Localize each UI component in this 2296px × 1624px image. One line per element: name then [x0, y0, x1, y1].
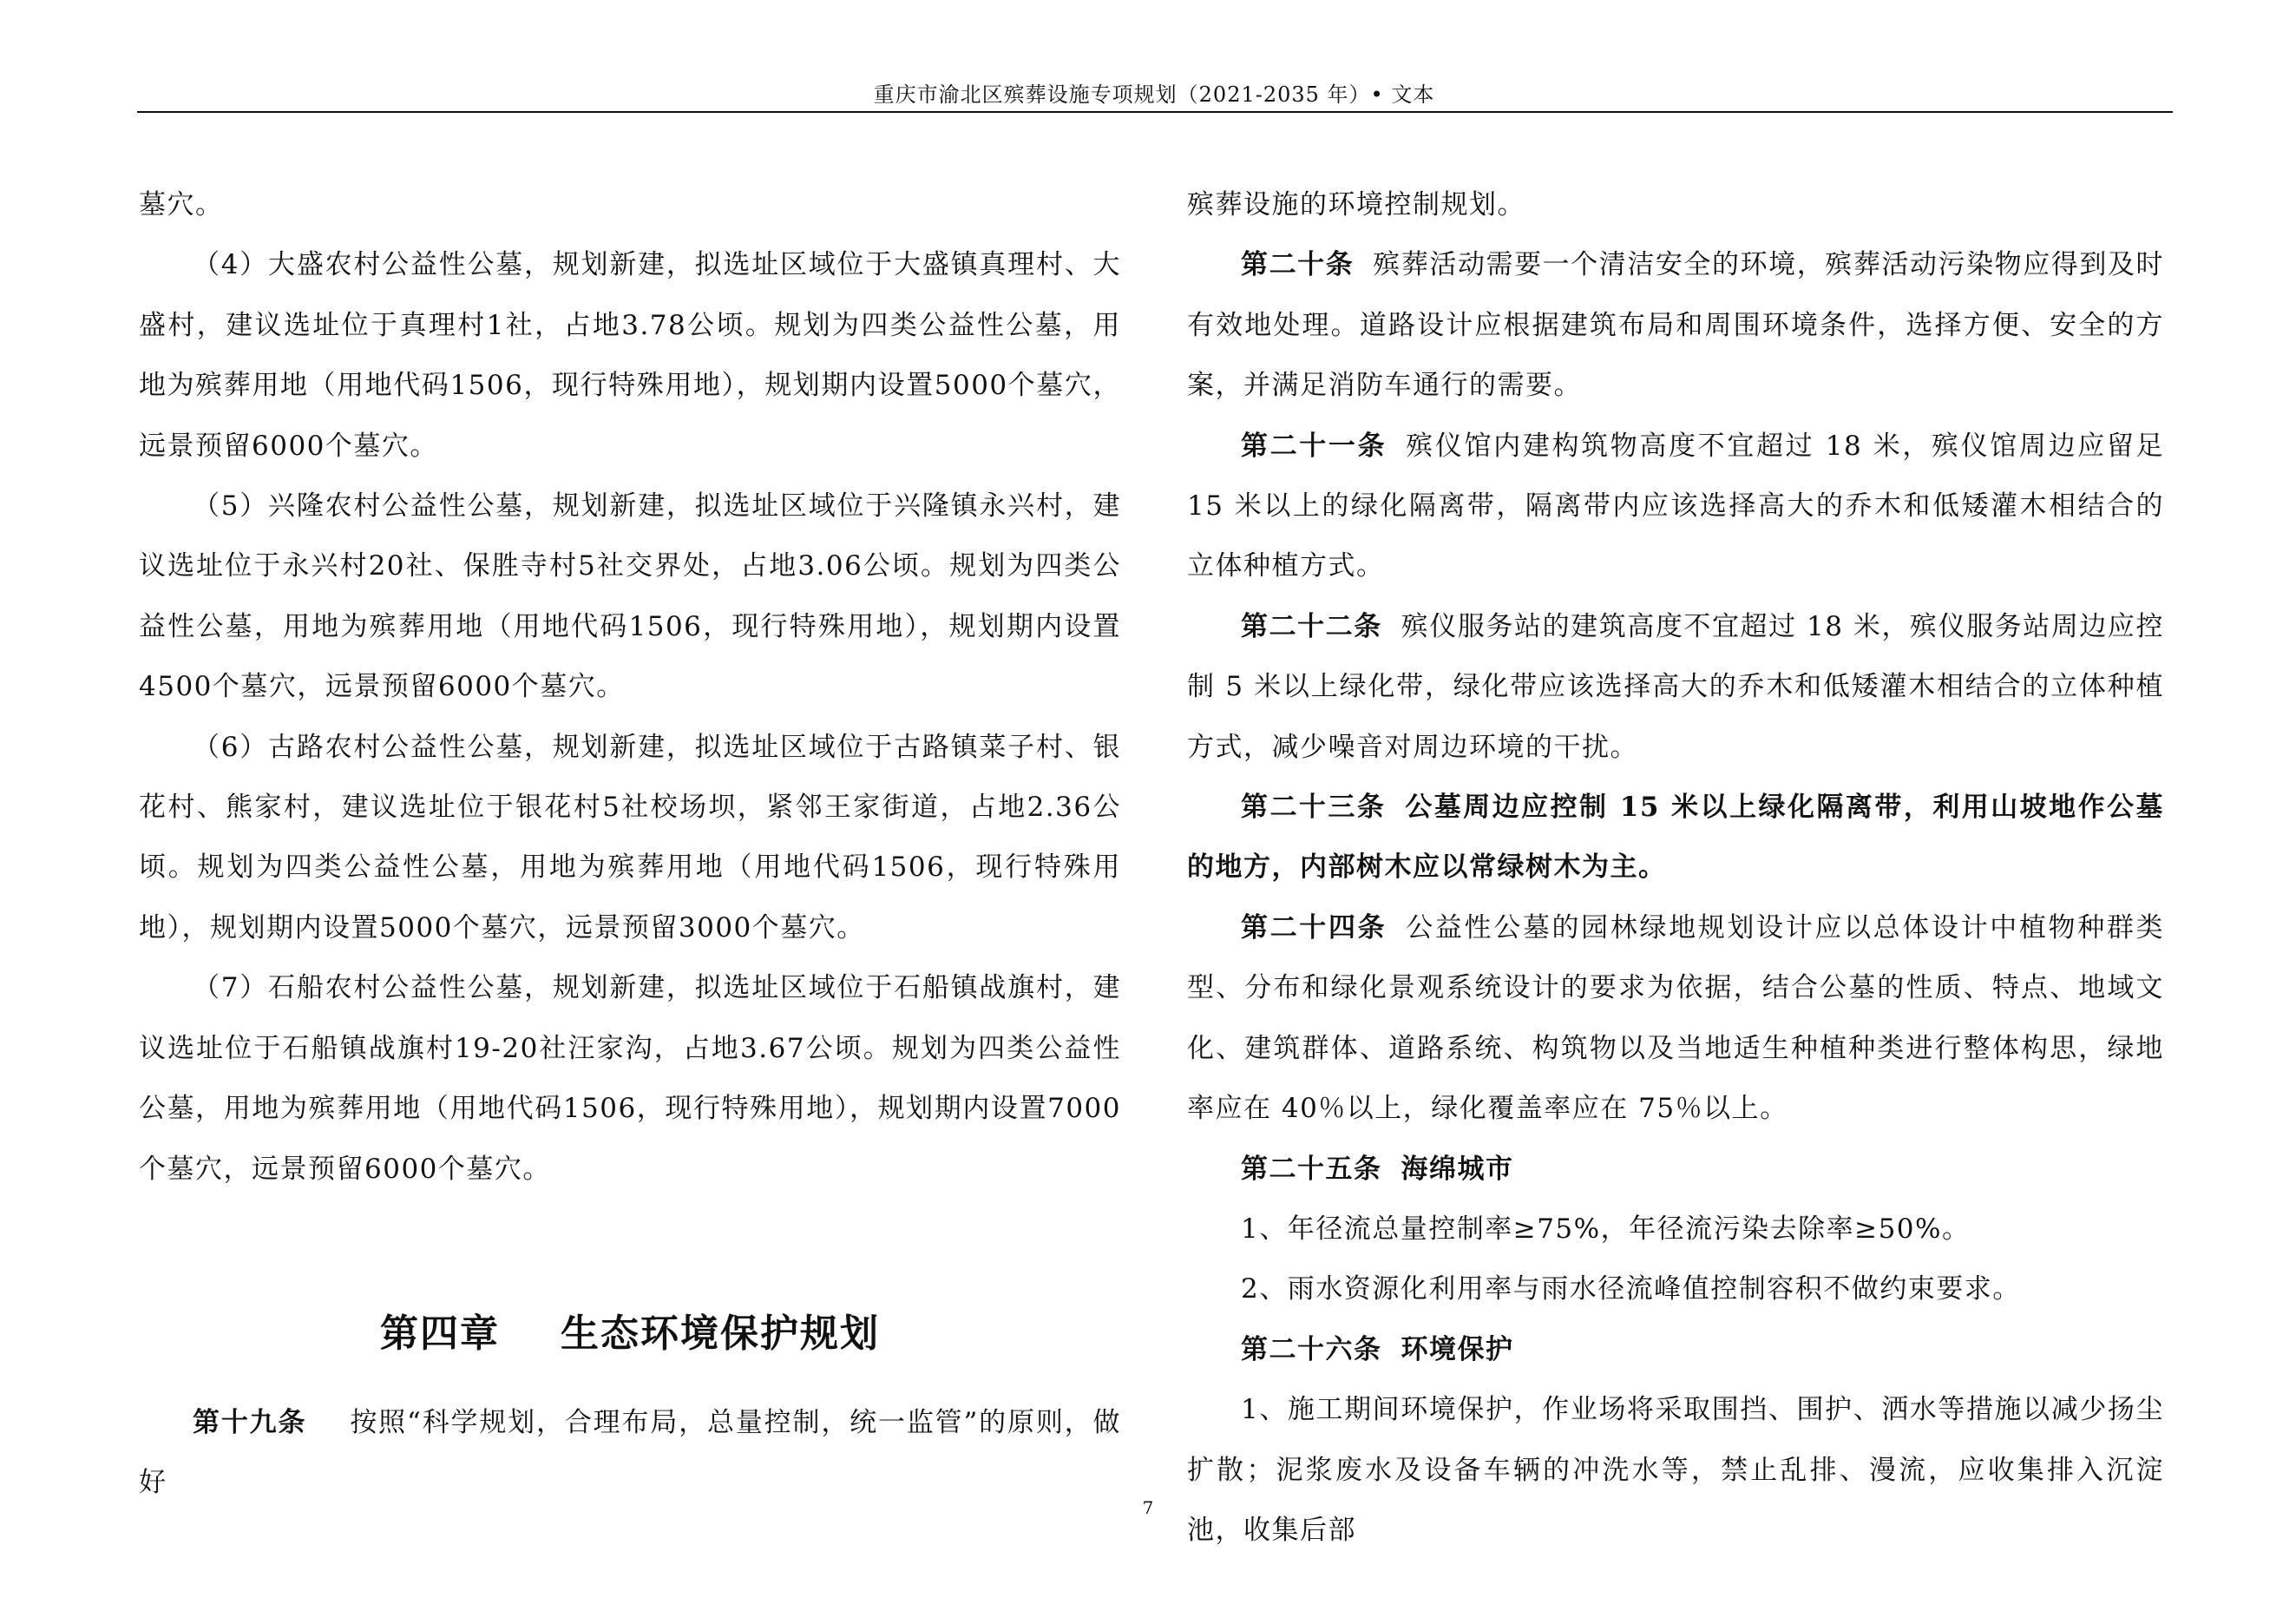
left-column — [139, 175, 1121, 1200]
article-24 — [1187, 898, 2164, 1140]
article-19-label: 第十九条 — [193, 1407, 307, 1438]
article-20-text: 殡葬活动需要一个清洁安全的环境，殡葬活动污染物应得到及时有效地处理。道路设计应根据建筑布局和周围环境条件，选择方便、安全的方案，并满足消防车通行的需要。 — [1187, 249, 2165, 402]
header-divider — [137, 111, 2173, 113]
chapter-title: 生态环境保护规划 — [561, 1312, 880, 1356]
article-20-label: 第二十条 — [1241, 249, 1355, 281]
article-26-label: 第二十六条 — [1241, 1333, 1382, 1365]
article-22-text: 殡仪服务站的建筑高度不宜超过 18 米，殡仪服务站周边应控制 5 米以上绿化带，绿化带应该选择高大的乔木和低矮灌木相结合的立体种植方式，减少噪音对周边环境的干扰。 — [1187, 610, 2164, 763]
article-22 — [1187, 597, 2164, 778]
chapter-heading — [139, 1302, 1121, 1358]
article-19-text: 按照“科学规划，合理布局，总量控制，统一监管”的原则，做好 — [139, 1407, 1122, 1499]
article-23-label: 第二十三条 — [1241, 792, 1387, 824]
article-25-item-1: 1、年径流总量控制率≥75%，年径流污染去除率≥50%。 — [1241, 1213, 1971, 1245]
article-24-label: 第二十四条 — [1241, 911, 1387, 943]
article-25-item-2: 2、雨水资源化利用率与雨水径流峰值控制容积不做约束要求。 — [1241, 1273, 2021, 1305]
right-continuation-text: 殡葬设施的环境控制规划。 — [1187, 189, 1525, 220]
article-26-item-1: 1、施工期间环境保护，作业场将采取围挡、围护、洒水等措施以减少扬尘扩散；泥浆废水及设备车辆的冲洗水等，禁止乱排、漫流，应收集排入沉淀池，收集后部 — [1187, 1394, 2164, 1546]
right-column — [1187, 175, 2164, 1561]
item-4-dasheng-cemetery: （4）大盛农村公益性公墓，规划新建，拟选址区域位于大盛镇真理村、大盛村，建议选址位于真理村1社，占地3.78公顷。规划为四类公益性公墓，用地为殡葬用地（用地代码1506，现行特殊用地），规划期内设置5000个墓穴，远景预留6000个墓穴。 — [139, 249, 1121, 462]
article-20 — [1187, 235, 2164, 416]
article-25-label: 第二十五条 — [1241, 1153, 1382, 1185]
item-6-gulu-cemetery: （6）古路农村公益性公墓，规划新建，拟选址区域位于古路镇菜子村、银花村、熊家村，建议选址位于银花村5社校场坝，紧邻王家街道，占地2.36公顷。规划为四类公益性公墓，用地为殡葬用地（用地代码1506，现行特殊用地），规划期内设置5000个墓穴，远景预留3000个墓穴。 — [139, 731, 1121, 943]
left-continuation-text: 墓穴。 — [139, 189, 224, 220]
chapter-number: 第四章 — [380, 1312, 500, 1356]
page-number: 7 — [1142, 1497, 1154, 1518]
article-21-label: 第二十一条 — [1241, 430, 1387, 462]
article-23-text: 公墓周边应控制 15 米以上绿化隔离带，利用山坡地作公墓的地方，内部树木应以常绿树木为主。 — [1187, 792, 2164, 884]
article-23 — [1187, 778, 2164, 898]
article-21 — [1187, 417, 2164, 597]
article-26-heading — [1187, 1320, 2164, 1380]
document-header-title: 重庆市渝北区殡葬设施专项规划（2021-2035 年）• 文本 — [873, 82, 1435, 107]
article-25-title: 海绵城市 — [1401, 1153, 1514, 1185]
item-7-shichuan-cemetery: （7）石船农村公益性公墓，规划新建，拟选址区域位于石船镇战旗村，建议选址位于石船镇战旗村19-20社汪家沟，占地3.67公顷。规划为四类公益性公墓，用地为殡葬用地（用地代码1506，现行特殊用地），规划期内设置7000个墓穴，远景预留6000个墓穴。 — [139, 972, 1121, 1185]
article-22-label: 第二十二条 — [1241, 610, 1382, 642]
article-25-heading — [1187, 1140, 2164, 1200]
article-21-text: 殡仪馆内建构筑物高度不宜超过 18 米，殡仪馆周边应留足 15 米以上的绿化隔离带，隔离带内应该选择高大的乔木和低矮灌木相结合的立体种植方式。 — [1187, 430, 2165, 582]
article-24-text: 公益性公墓的园林绿地规划设计应以总体设计中植物种群类型、分布和绿化景观系统设计的要求为依据，结合公墓的性质、特点、地域文化、建筑群体、道路系统、构筑物以及当地适生种植种类进行整体构思，绿地率应在 40％以上，绿化覆盖率应在 75％以上。 — [1187, 911, 2164, 1125]
article-19 — [139, 1393, 1121, 1514]
item-5-xinglong-cemetery: （5）兴隆农村公益性公墓，规划新建，拟选址区域位于兴隆镇永兴村，建议选址位于永兴村20社、保胜寺村5社交界处，占地3.06公顷。规划为四类公益性公墓，用地为殡葬用地（用地代码1506，现行特殊用地），规划期内设置4500个墓穴，远景预留6000个墓穴。 — [139, 490, 1121, 703]
article-26-title: 环境保护 — [1401, 1333, 1514, 1365]
